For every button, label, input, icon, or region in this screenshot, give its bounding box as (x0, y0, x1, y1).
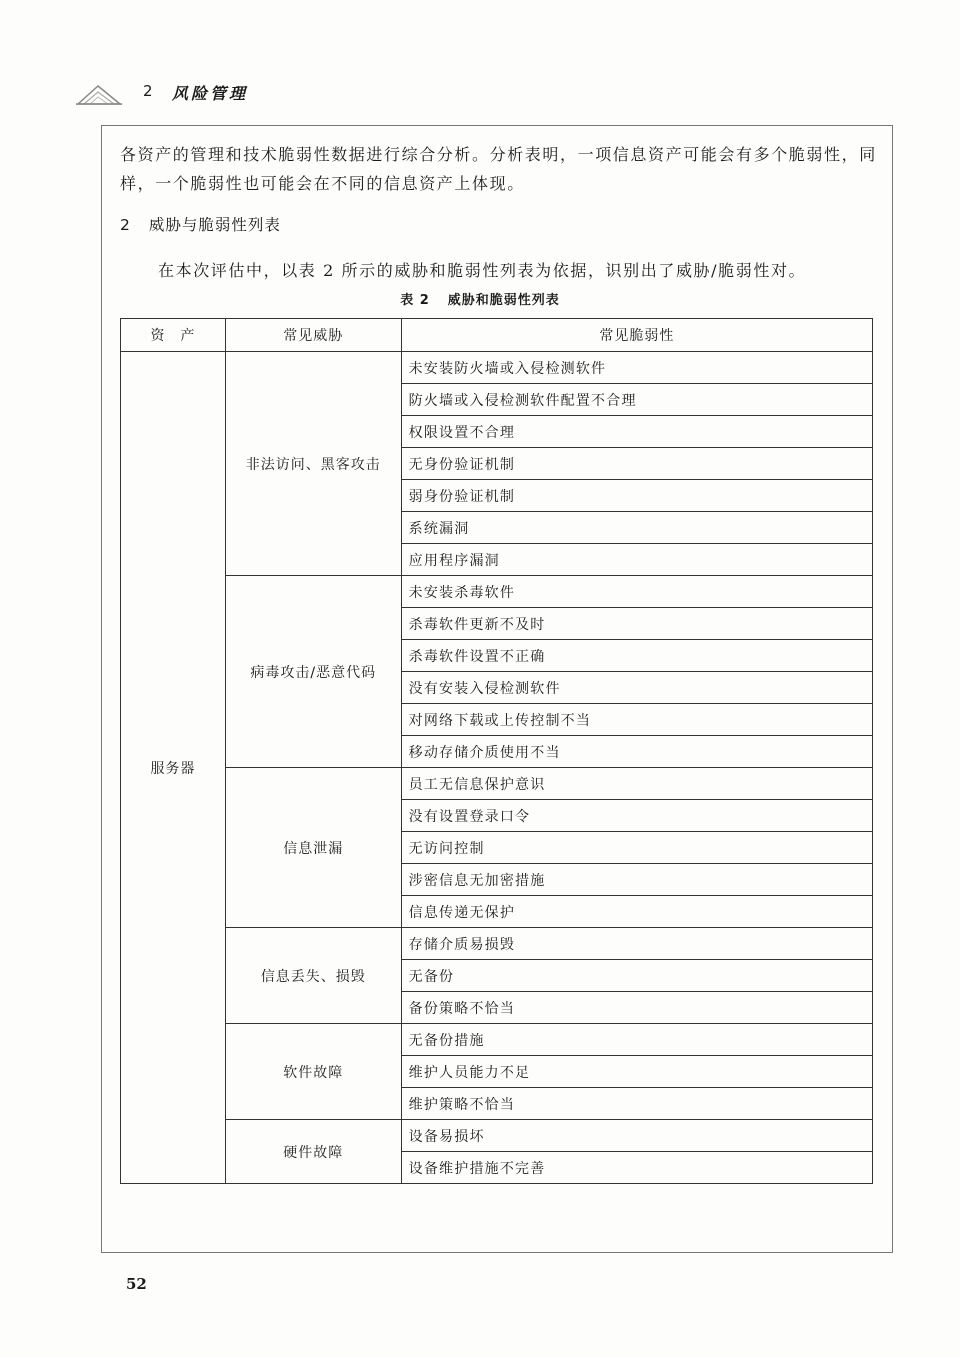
vulnerability-cell: 无身份验证机制 (401, 448, 872, 480)
page-number: 52 (126, 1275, 147, 1293)
threat-cell: 信息丢失、损毁 (225, 928, 401, 1024)
paragraph-table-intro: 在本次评估中，以表 2 所示的威胁和脆弱性列表为依据，识别出了威胁/脆弱性对。 (158, 261, 807, 280)
table-row (121, 352, 873, 384)
vulnerability-cell: 员工无信息保护意识 (401, 768, 872, 800)
header-vulnerability: 常见脆弱性 (401, 319, 872, 352)
vulnerability-cell: 应用程序漏洞 (401, 544, 872, 576)
vulnerability-cell: 对网络下载或上传控制不当 (401, 704, 872, 736)
section-heading (120, 213, 281, 235)
vulnerability-cell: 无备份措施 (401, 1024, 872, 1056)
table-row (121, 1024, 873, 1056)
vulnerability-cell: 权限设置不合理 (401, 416, 872, 448)
table-row (121, 928, 873, 960)
threat-cell: 非法访问、黑客攻击 (225, 352, 401, 576)
vulnerability-cell: 移动存储介质使用不当 (401, 736, 872, 768)
section-number: 2 (120, 216, 131, 234)
vulnerability-cell: 没有设置登录口令 (401, 800, 872, 832)
vulnerability-cell: 设备易损坏 (401, 1120, 872, 1152)
vulnerability-cell: 备份策略不恰当 (401, 992, 872, 1024)
vulnerability-cell: 信息传递无保护 (401, 896, 872, 928)
vulnerability-cell: 未安装杀毒软件 (401, 576, 872, 608)
table-body (121, 352, 873, 1184)
vulnerability-cell: 维护人员能力不足 (401, 1056, 872, 1088)
table-caption-label: 表 2 (400, 293, 430, 308)
table-caption-title: 威胁和脆弱性列表 (447, 293, 560, 308)
header-asset: 资 产 (121, 319, 226, 352)
chapter-mountain-icon (76, 82, 122, 106)
table-caption (0, 289, 960, 308)
vulnerability-cell: 无访问控制 (401, 832, 872, 864)
asset-cell: 服务器 (121, 352, 226, 1184)
vulnerability-cell: 无备份 (401, 960, 872, 992)
threat-cell: 病毒攻击/恶意代码 (225, 576, 401, 768)
table-row (121, 576, 873, 608)
vulnerability-cell: 涉密信息无加密措施 (401, 864, 872, 896)
threat-cell: 硬件故障 (225, 1120, 401, 1184)
paragraph-intro: 各资产的管理和技术脆弱性数据进行综合分析。分析表明，一项信息资产可能会有多个脆弱性，同样，一个脆弱性也可能会在不同的信息资产上体现。 (120, 145, 877, 193)
vulnerability-cell: 杀毒软件设置不正确 (401, 640, 872, 672)
chapter-number: 2 (143, 82, 154, 100)
vulnerability-cell: 设备维护措施不完善 (401, 1152, 872, 1184)
threat-cell: 软件故障 (225, 1024, 401, 1120)
table-row (121, 1120, 873, 1152)
vulnerability-cell: 系统漏洞 (401, 512, 872, 544)
section-title: 威胁与脆弱性列表 (148, 216, 281, 234)
threat-vulnerability-table (120, 318, 873, 1184)
vulnerability-cell: 存储介质易损毁 (401, 928, 872, 960)
table-row (121, 768, 873, 800)
table-header-row (121, 319, 873, 352)
chapter-title: 风险管理 (172, 84, 249, 103)
vulnerability-cell: 未安装防火墙或入侵检测软件 (401, 352, 872, 384)
threat-cell: 信息泄漏 (225, 768, 401, 928)
vulnerability-cell: 弱身份验证机制 (401, 480, 872, 512)
vulnerability-cell: 维护策略不恰当 (401, 1088, 872, 1120)
vulnerability-cell: 杀毒软件更新不及时 (401, 608, 872, 640)
header-threat: 常见威胁 (225, 319, 401, 352)
vulnerability-cell: 防火墙或入侵检测软件配置不合理 (401, 384, 872, 416)
vulnerability-cell: 没有安装入侵检测软件 (401, 672, 872, 704)
